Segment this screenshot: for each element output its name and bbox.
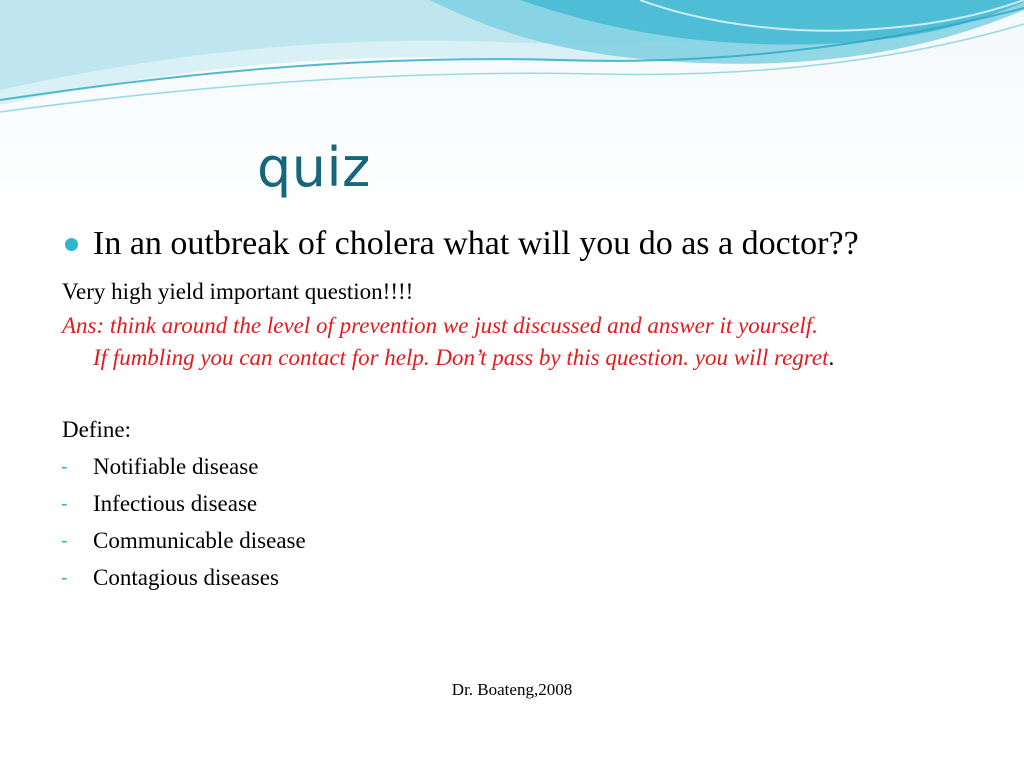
dash-bullet-icon: - bbox=[61, 456, 68, 478]
list-item bbox=[61, 562, 1024, 594]
slide-footer bbox=[0, 678, 1024, 702]
definition-term: Contagious diseases bbox=[93, 565, 279, 590]
main-bullet-text: In an outbreak of cholera what will you do as a doctor?? bbox=[93, 225, 859, 262]
dash-bullet-icon: - bbox=[61, 567, 68, 589]
answer-period: . bbox=[828, 345, 835, 370]
definition-term: Notifiable disease bbox=[93, 454, 259, 479]
list-item bbox=[61, 488, 1024, 520]
high-yield-note: Very high yield important question!!!! bbox=[62, 279, 414, 304]
slide-content bbox=[0, 222, 1024, 599]
answer-text bbox=[62, 310, 982, 374]
define-label: Define: bbox=[62, 417, 131, 442]
answer-line-2-wrap bbox=[62, 342, 982, 374]
footer-author: Dr. Boateng,2008 bbox=[451, 680, 573, 699]
wave-banner-icon bbox=[0, 0, 1024, 130]
definition-term: Communicable disease bbox=[93, 528, 306, 553]
list-item bbox=[61, 525, 1024, 557]
dash-bullet-icon: - bbox=[61, 493, 68, 515]
slide-title: quiz bbox=[257, 136, 371, 199]
list-item bbox=[61, 451, 1024, 483]
dash-bullet-icon: - bbox=[61, 530, 68, 552]
main-bullet-item bbox=[93, 222, 873, 266]
filled-circle-bullet-icon bbox=[65, 238, 78, 251]
answer-line-2: If fumbling you can contact for help. Don’t pass by this question. you will regret bbox=[93, 345, 829, 370]
definition-list bbox=[0, 451, 1024, 594]
answer-line-1: Ans: think around the level of prevention we just discussed and answer it yourself. bbox=[62, 313, 818, 338]
definition-term: Infectious disease bbox=[93, 491, 258, 516]
